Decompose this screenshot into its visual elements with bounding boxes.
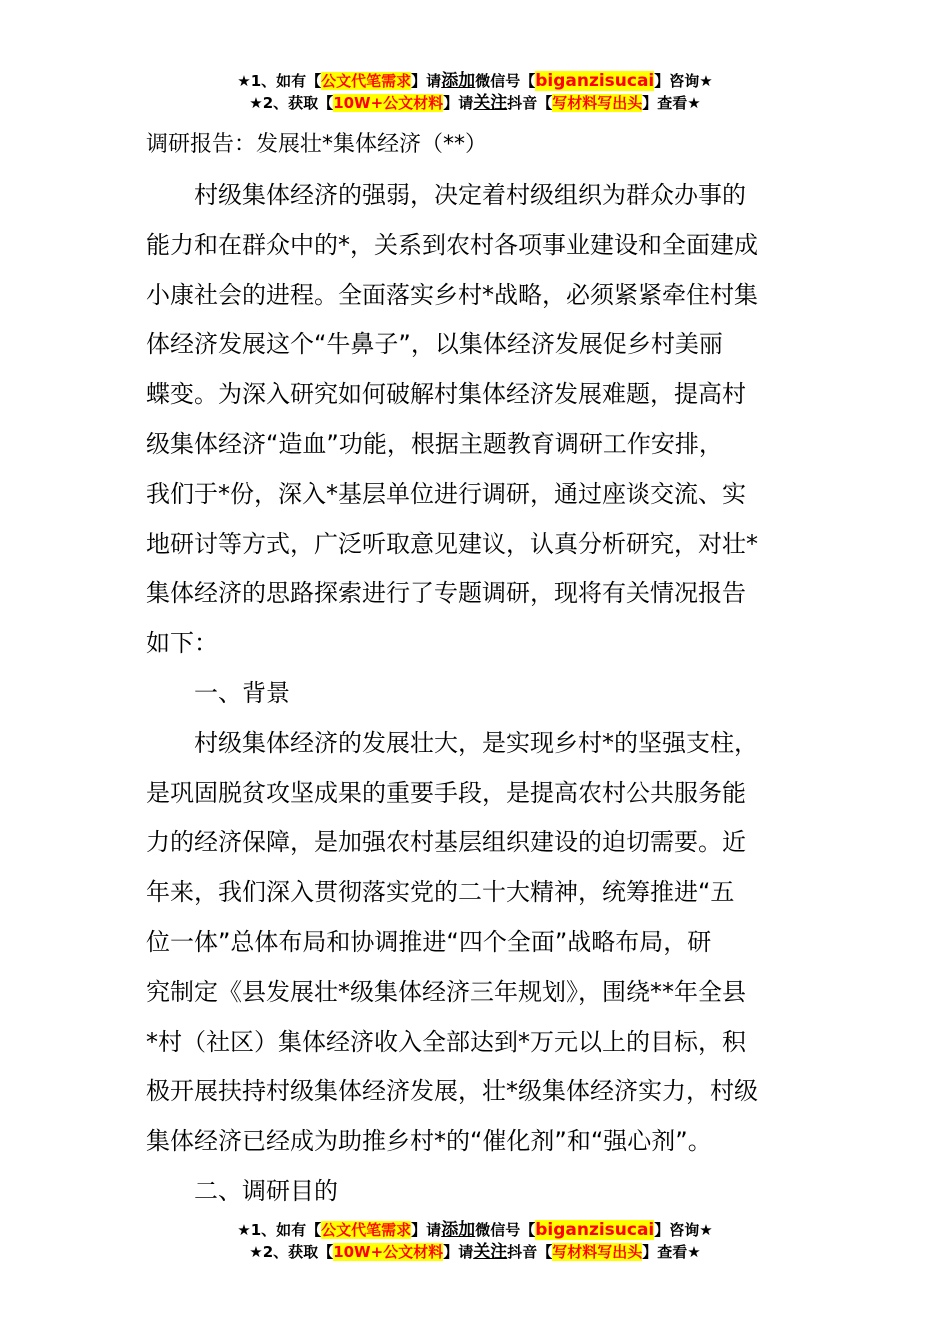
- banner-highlight: 公文代笔需求: [321, 1221, 412, 1239]
- banner-underlined: 添加: [441, 1220, 476, 1240]
- paragraph-line: 集体经济已经成为助推乡村*的“催化剂”和“强心剂”。: [146, 1127, 712, 1156]
- banner-highlight: 10W+公文材料: [333, 1243, 444, 1261]
- banner-line-2: [0, 1241, 950, 1263]
- banner-text: 】请: [443, 94, 474, 112]
- banner-line-2: [0, 92, 950, 114]
- banner-douyin-id: 写材料写出头: [552, 1243, 643, 1261]
- banner-text: 】请: [443, 1243, 474, 1261]
- paragraph-line: 究制定《县发展壮*级集体经济三年规划》，围绕**年全县: [146, 977, 746, 1006]
- banner-underlined: 关注: [473, 93, 508, 113]
- banner-highlight: 公文代笔需求: [321, 72, 412, 90]
- paragraph-line: 如下：: [146, 629, 218, 658]
- banner-text: 】查看★: [642, 1243, 701, 1261]
- paragraph-line: 极开展扶持村级集体经济发展，壮*级集体经济实力，村级: [146, 1077, 758, 1106]
- banner-wechat-id: biganzisucai: [535, 1220, 655, 1240]
- paragraph-1: [146, 171, 810, 669]
- paragraph-line: 村级集体经济的发展壮大，是实现乡村*的坚强支柱，: [194, 728, 758, 757]
- paragraph-line: 我们于*份，深入*基层单位进行调研，通过座谈交流、实: [146, 479, 746, 508]
- document-body: [146, 171, 810, 1217]
- paragraph-line: 小康社会的进程。全面落实乡村*战略，必须紧紧牵住村集: [146, 280, 758, 309]
- banner-line-1: [0, 70, 950, 92]
- banner-text: ★2、获取【: [249, 1243, 334, 1261]
- banner-text: 微信号【: [475, 1221, 536, 1239]
- banner-text: 抖音【: [507, 1243, 553, 1261]
- banner-text: 微信号【: [475, 72, 536, 90]
- banner-text: ★1、如有【: [237, 72, 322, 90]
- paragraph-line: 位一体”总体布局和协调推进“四个全面”战略布局，研: [146, 927, 712, 956]
- paragraph-line: 年来，我们深入贯彻落实党的二十大精神，统筹推进“五: [146, 878, 735, 907]
- paragraph-2: [146, 719, 810, 1167]
- paragraph-line: *村（社区）集体经济收入全部达到*万元以上的目标，积: [146, 1027, 746, 1056]
- banner-text: 】请: [411, 72, 442, 90]
- paragraph-line: 级集体经济“造血”功能，根据主题教育调研工作安排，: [146, 429, 723, 458]
- banner-underlined: 添加: [441, 71, 476, 91]
- banner-underlined: 关注: [473, 1242, 508, 1262]
- section-heading-purpose: 二、调研目的: [194, 1176, 338, 1205]
- banner-text: 】咨询★: [654, 72, 713, 90]
- banner-highlight: 10W+公文材料: [333, 94, 444, 112]
- paragraph-line: 力的经济保障，是加强农村基层组织建设的迫切需要。近: [146, 828, 746, 857]
- paragraph-line: 集体经济的思路探索进行了专题调研，现将有关情况报告: [146, 579, 746, 608]
- paragraph-line: 蝶变。为深入研究如何破解村集体经济发展难题，提高村: [146, 380, 746, 409]
- top-banner: [0, 70, 950, 114]
- paragraph-line: 是巩固脱贫攻坚成果的重要手段，是提高农村公共服务能: [146, 778, 746, 807]
- document-title: 调研报告：发展壮*集体经济（**）: [146, 132, 488, 157]
- banner-text: 抖音【: [507, 94, 553, 112]
- banner-line-1: [0, 1219, 950, 1241]
- banner-text: ★1、如有【: [237, 1221, 322, 1239]
- banner-douyin-id: 写材料写出头: [552, 94, 643, 112]
- section-heading-background: 一、背景: [194, 678, 290, 707]
- banner-wechat-id: biganzisucai: [535, 71, 655, 91]
- paragraph-line: 体经济发展这个“牛鼻子”，以集体经济发展促乡村美丽: [146, 330, 723, 359]
- paragraph-line: 村级集体经济的强弱，决定着村级组织为群众办事的: [194, 181, 746, 209]
- banner-text: 】咨询★: [654, 1221, 713, 1239]
- bottom-banner: [0, 1219, 950, 1263]
- paragraph-line: 地研讨等方式，广泛听取意见建议，认真分析研究，对壮*: [146, 529, 758, 558]
- banner-text: 】查看★: [642, 94, 701, 112]
- paragraph-line: 能力和在群众中的*，关系到农村各项事业建设和全面建成: [146, 230, 758, 259]
- banner-text: ★2、获取【: [249, 94, 334, 112]
- banner-text: 】请: [411, 1221, 442, 1239]
